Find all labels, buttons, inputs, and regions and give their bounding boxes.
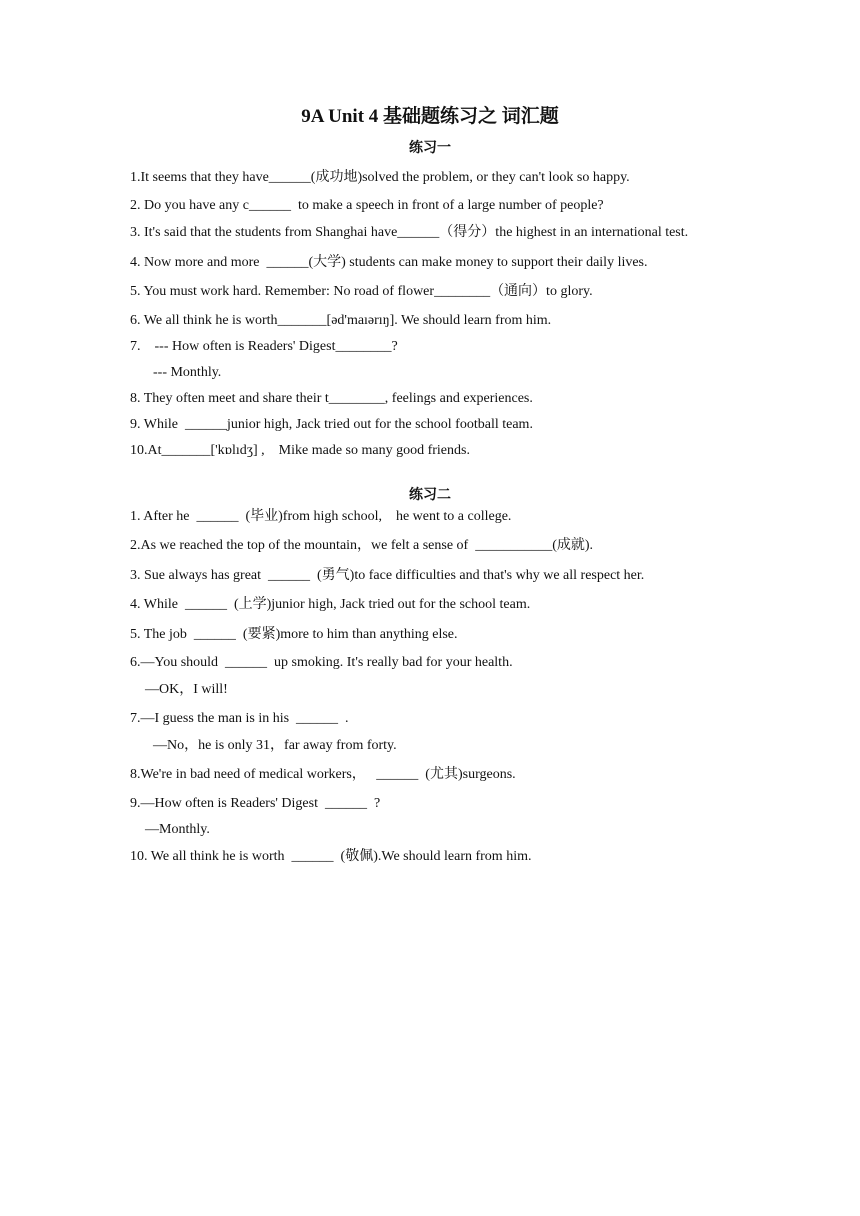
section-heading-exercise-1: 练习一: [409, 141, 451, 156]
section-heading-exercise-2: 练习二: [409, 488, 451, 503]
exercise-1-question-4: 4. Now more and more ______(大学) students can make money to support their daily lives.: [130, 255, 648, 270]
exercise-2-question-7-answer: —No，he is only 31，far away from forty.: [153, 738, 397, 753]
exercise-1-question-8: 8. They often meet and share their t________, feelings and experiences.: [130, 391, 533, 406]
exercise-2-question-5: 5. The job ______ (要紧)more to him than anything else.: [130, 627, 458, 642]
exercise-2-question-8: 8.We're in bad need of medical workers， ______ (尤其)surgeons.: [130, 767, 516, 782]
exercise-2-question-9-answer: —Monthly.: [145, 822, 210, 837]
exercise-2-question-3: 3. Sue always has great ______ (勇气)to face difficulties and that's why we all respect her.: [130, 568, 645, 583]
exercise-1-question-2: 2. Do you have any c______ to make a speech in front of a large number of people?: [130, 198, 604, 213]
exercise-1-question-7-answer: --- Monthly.: [153, 365, 222, 380]
exercise-1-question-5: 5. You must work hard. Remember: No road of flower________（通向）to glory.: [130, 284, 593, 299]
exercise-1-question-6: 6. We all think he is worth_______[əd'maıərıŋ]. We should learn from him.: [130, 313, 552, 328]
exercise-2-question-6: 6.—You should ______ up smoking. It's really bad for your health.: [130, 655, 513, 670]
exercise-1-question-1: 1.It seems that they have______(成功地)solved the problem, or they can't look so happy.: [130, 170, 630, 185]
exercise-2-question-10: 10. We all think he is worth ______ (敬佩).We should learn from him.: [130, 849, 532, 864]
exercise-2-question-7: 7.—I guess the man is in his ______ .: [130, 711, 349, 726]
exercise-1-question-3: 3. It's said that the students from Shanghai have______（得分）the highest in an international test.: [130, 225, 689, 240]
exercise-1-question-9: 9. While ______junior high, Jack tried out for the school football team.: [130, 417, 533, 432]
page-title: 9A Unit 4 基础题练习之 词汇题: [301, 106, 559, 127]
exercise-1-question-10: 10.At_______['kɒlıdʒ] , Mike made so many good friends.: [130, 443, 470, 458]
exercise-2-question-1: 1. After he ______ (毕业)from high school, he went to a college.: [130, 509, 512, 524]
exercise-2-question-9: 9.—How often is Readers' Digest ______ ?: [130, 796, 381, 811]
exercise-2-question-4: 4. While ______ (上学)junior high, Jack tried out for the school team.: [130, 597, 531, 612]
exercise-1-question-7: 7. --- How often is Readers' Digest________?: [130, 339, 398, 354]
exercise-2-question-2: 2.As we reached the top of the mountain，we felt a sense of ___________(成就).: [130, 538, 594, 553]
exercise-2-question-6-answer: —OK，I will!: [145, 682, 228, 697]
